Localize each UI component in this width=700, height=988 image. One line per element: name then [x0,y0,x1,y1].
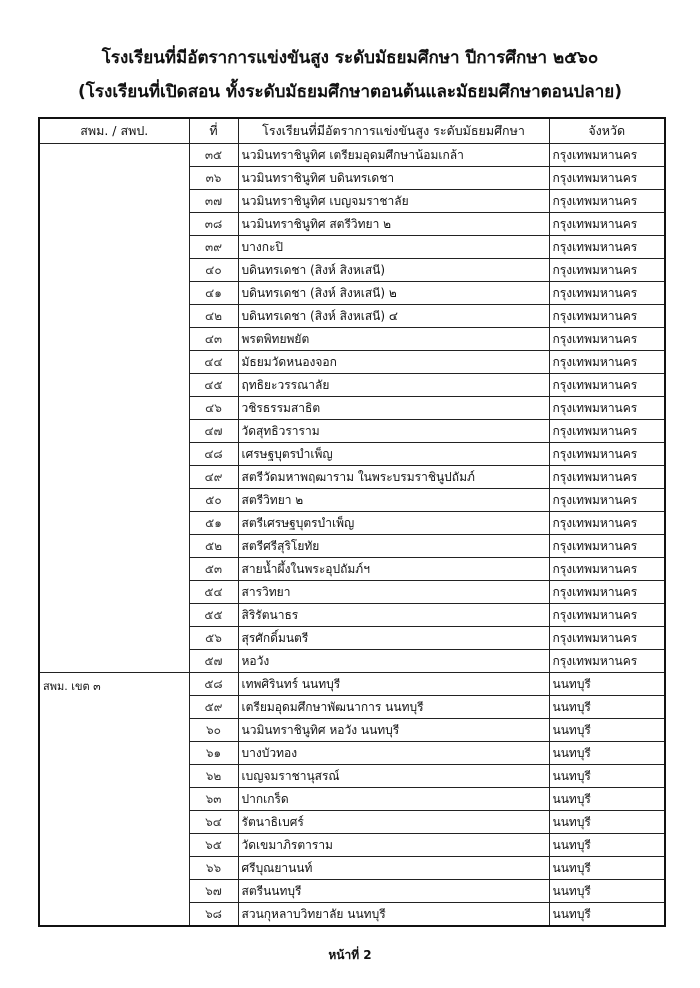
province: กรุงเทพมหานคร [549,236,665,259]
school-name: วชิรธรรมสาธิต [238,397,549,420]
province: กรุงเทพมหานคร [549,351,665,374]
school-name: สุรศักดิ์มนตรี [238,627,549,650]
row-number: ๖๖ [189,857,238,880]
province: กรุงเทพมหานคร [549,305,665,328]
province: นนทบุรี [549,788,665,811]
school-name: สารวิทยา [238,581,549,604]
row-number: ๓๕ [189,144,238,167]
school-name: รัตนาธิเบศร์ [238,811,549,834]
row-number: ๔๗ [189,420,238,443]
school-name: นวมินทราชินูทิศ หอวัง นนทบุรี [238,719,549,742]
province: กรุงเทพมหานคร [549,167,665,190]
row-number: ๔๘ [189,443,238,466]
school-name: ปากเกร็ด [238,788,549,811]
province: นนทบุรี [549,673,665,696]
school-name: สตรีวัดมหาพฤฒาราม ในพระบรมราชินูปถัมภ์ [238,466,549,489]
school-name: บางกะปิ [238,236,549,259]
school-name: เทพศิรินทร์ นนทบุรี [238,673,549,696]
row-number: ๖๔ [189,811,238,834]
school-name: ศรีบุณยานนท์ [238,857,549,880]
school-name: นวมินทราชินูทิศ เบญจมราชาลัย [238,190,549,213]
row-number: ๔๖ [189,397,238,420]
province: กรุงเทพมหานคร [549,213,665,236]
province: นนทบุรี [549,811,665,834]
province: นนทบุรี [549,903,665,927]
school-name: วัดสุทธิวราราม [238,420,549,443]
row-number: ๕๙ [189,696,238,719]
row-number: ๖๓ [189,788,238,811]
row-number: ๔๓ [189,328,238,351]
province: กรุงเทพมหานคร [549,512,665,535]
province: กรุงเทพมหานคร [549,282,665,305]
province: กรุงเทพมหานคร [549,443,665,466]
area-cell [39,144,189,673]
school-name: สวนกุหลาบวิทยาลัย นนทบุรี [238,903,549,927]
school-name: พรตพิทยพยัต [238,328,549,351]
row-number: ๓๙ [189,236,238,259]
row-number: ๕๔ [189,581,238,604]
province: กรุงเทพมหานคร [549,190,665,213]
row-number: ๖๒ [189,765,238,788]
row-number: ๖๑ [189,742,238,765]
row-number: ๔๐ [189,259,238,282]
province: กรุงเทพมหานคร [549,650,665,673]
province: กรุงเทพมหานคร [549,558,665,581]
school-name: ฤทธิยะวรรณาลัย [238,374,549,397]
school-name: บดินทรเดชา (สิงห์ สิงหเสนี) [238,259,549,282]
row-number: ๓๘ [189,213,238,236]
school-name: สตรีศรีสุริโยทัย [238,535,549,558]
province: กรุงเทพมหานคร [549,328,665,351]
table-row [39,144,665,167]
row-number: ๕๕ [189,604,238,627]
document-title: โรงเรียนที่มีอัตราการแข่งขันสูง ระดับมัธยมศึกษา ปีการศึกษา ๒๕๖๐ [101,48,599,68]
province: กรุงเทพมหานคร [549,259,665,282]
header-area: สพม. / สพป. [39,118,189,144]
province: นนทบุรี [549,880,665,903]
school-name: นวมินทราชินูทิศ บดินทรเดชา [238,167,549,190]
province: นนทบุรี [549,719,665,742]
table-row [39,673,665,696]
row-number: ๔๒ [189,305,238,328]
row-number: ๕๖ [189,627,238,650]
province: กรุงเทพมหานคร [549,489,665,512]
province: กรุงเทพมหานคร [549,144,665,167]
document-subtitle: (โรงเรียนที่เปิดสอน ทั้งระดับมัธยมศึกษาตอนต้นและมัธยมศึกษาตอนปลาย) [78,82,622,102]
province: นนทบุรี [549,834,665,857]
school-name: สตรีเศรษฐบุตรบำเพ็ญ [238,512,549,535]
header-province: จังหวัด [549,118,665,144]
row-number: ๔๑ [189,282,238,305]
row-number: ๖๕ [189,834,238,857]
school-name: บดินทรเดชา (สิงห์ สิงหเสนี) ๔ [238,305,549,328]
school-name: บดินทรเดชา (สิงห์ สิงหเสนี) ๒ [238,282,549,305]
province: กรุงเทพมหานคร [549,581,665,604]
province: นนทบุรี [549,857,665,880]
row-number: ๕๗ [189,650,238,673]
province: กรุงเทพมหานคร [549,604,665,627]
school-name: สตรีวิทยา ๒ [238,489,549,512]
school-name: เศรษฐบุตรบำเพ็ญ [238,443,549,466]
header-school: โรงเรียนที่มีอัตราการแข่งขันสูง ระดับมัธยมศึกษา [238,118,549,144]
province: กรุงเทพมหานคร [549,535,665,558]
row-number: ๔๕ [189,374,238,397]
row-number: ๖๘ [189,903,238,927]
province: กรุงเทพมหานคร [549,466,665,489]
row-number: ๖๗ [189,880,238,903]
school-name: สตรีนนทบุรี [238,880,549,903]
school-name: นวมินทราชินูทิศ เตรียมอุดมศึกษาน้อมเกล้า [238,144,549,167]
school-name: บางบัวทอง [238,742,549,765]
page-number: หน้าที่ 2 [328,948,372,962]
province: กรุงเทพมหานคร [549,420,665,443]
row-number: ๕๘ [189,673,238,696]
province: กรุงเทพมหานคร [549,627,665,650]
school-name: เบญจมราชานุสรณ์ [238,765,549,788]
province: นนทบุรี [549,765,665,788]
header-number: ที่ [189,118,238,144]
school-name: มัธยมวัดหนองจอก [238,351,549,374]
province: นนทบุรี [549,696,665,719]
school-name: วัดเขมาภิรตาราม [238,834,549,857]
school-name: สิริรัตนาธร [238,604,549,627]
row-number: ๖๐ [189,719,238,742]
province: นนทบุรี [549,742,665,765]
school-name: หอวัง [238,650,549,673]
school-name: นวมินทราชินูทิศ สตรีวิทยา ๒ [238,213,549,236]
province: กรุงเทพมหานคร [549,374,665,397]
row-number: ๓๖ [189,167,238,190]
row-number: ๓๗ [189,190,238,213]
row-number: ๕๓ [189,558,238,581]
row-number: ๕๐ [189,489,238,512]
row-number: ๔๔ [189,351,238,374]
table-header-row [39,118,665,144]
row-number: ๕๑ [189,512,238,535]
area-cell: สพม. เขต ๓ [39,673,189,927]
school-name: สายน้ำผึ้งในพระอุปถัมภ์ฯ [238,558,549,581]
row-number: ๔๙ [189,466,238,489]
row-number: ๕๒ [189,535,238,558]
school-name: เตรียมอุดมศึกษาพัฒนาการ นนทบุรี [238,696,549,719]
schools-table [38,117,666,927]
province: กรุงเทพมหานคร [549,397,665,420]
